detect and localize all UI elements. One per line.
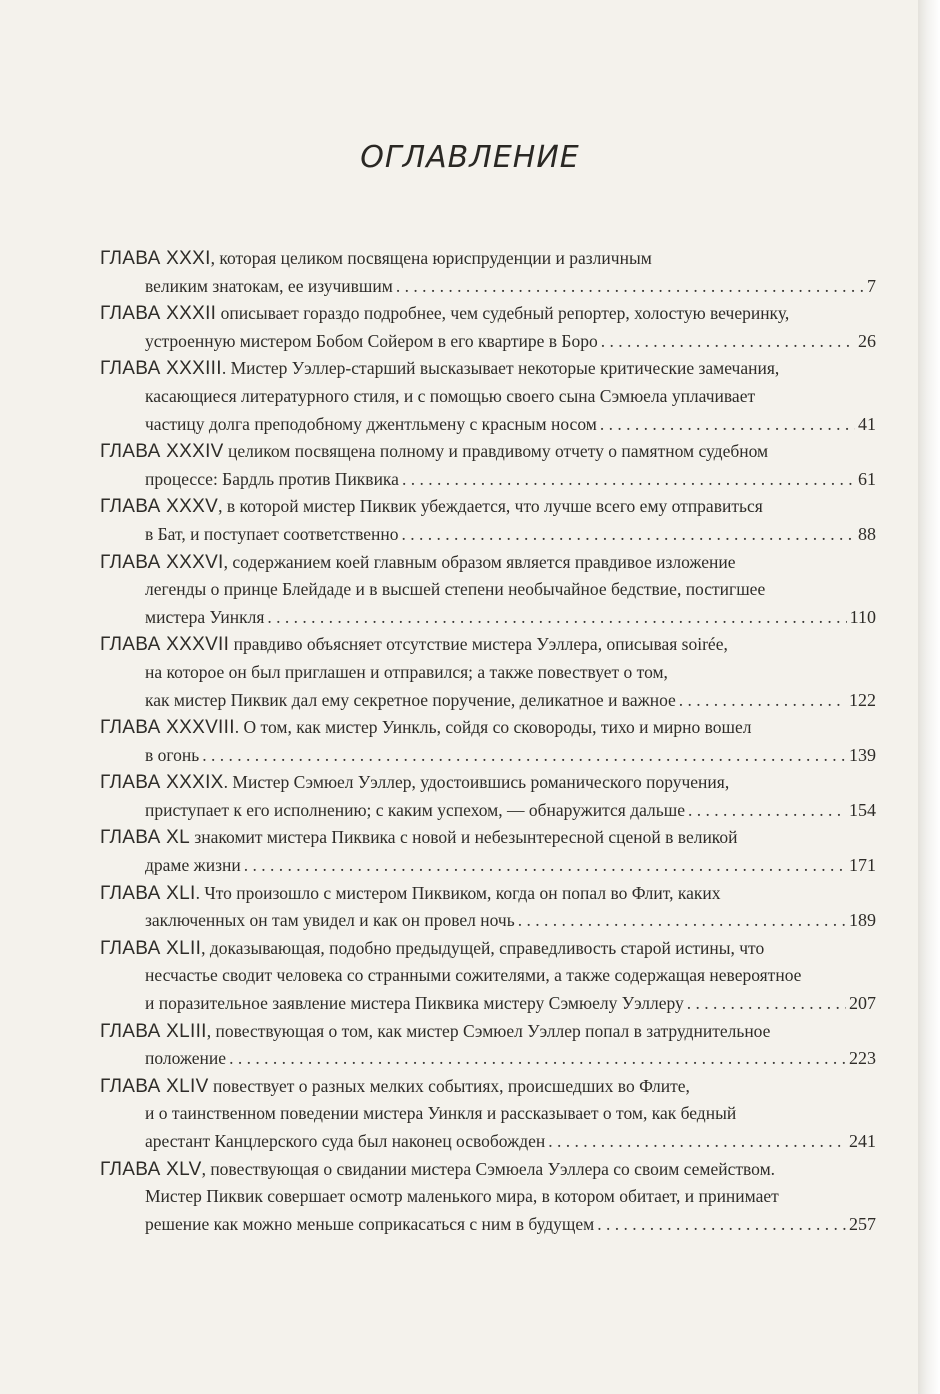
toc-line — [100, 576, 876, 604]
chapter-description: , доказывающая, подобно предыдущей, справедливость старой истины, что — [201, 937, 765, 958]
toc-line — [100, 990, 876, 1018]
chapter-description: легенды о принце Блейдаде и в высшей степени необычайное бедствие, постигшее — [145, 579, 766, 600]
toc-line — [100, 328, 876, 356]
chapter-description: правдиво объясняет отсутствие мистера Уэллера, описывая soirée, — [229, 634, 728, 655]
chapter-label: ГЛАВА XLIII — [100, 1020, 207, 1042]
toc-line — [100, 1128, 876, 1156]
toc-line-text — [145, 852, 241, 880]
toc-line-text — [100, 938, 764, 958]
toc-line-text — [145, 273, 393, 301]
toc-line — [100, 880, 876, 908]
toc-entry[interactable] — [100, 714, 876, 769]
toc-line-text — [145, 328, 598, 356]
toc-line-text — [100, 303, 789, 323]
toc-line — [100, 687, 876, 715]
dot-leader — [597, 1211, 846, 1239]
page-number: 26 — [858, 330, 876, 351]
toc-line-text — [100, 827, 738, 847]
toc-entry[interactable] — [100, 549, 876, 632]
chapter-description: в огонь — [145, 744, 200, 765]
chapter-label: ГЛАВА XXXIII — [100, 358, 222, 380]
toc-line-text — [145, 521, 399, 549]
toc-line-text — [100, 634, 728, 654]
toc-line-text — [145, 1186, 779, 1206]
chapter-label: ГЛАВА XLI — [100, 882, 196, 904]
chapter-description: , содержанием коей главным образом является правдивое изложение — [223, 551, 736, 572]
chapter-label: ГЛАВА XXXIV — [100, 441, 224, 463]
toc-line-text — [145, 742, 199, 770]
toc-line-text — [145, 411, 597, 439]
dot-leader — [202, 742, 846, 770]
chapter-label: ГЛАВА XLII — [100, 937, 202, 959]
toc-line-text — [100, 248, 652, 268]
chapter-description: и о таинственном поведении мистера Уинкля и рассказывает о том, как бедный — [145, 1103, 737, 1124]
chapter-description: , повествующая о том, как мистер Сэмюел Уэллер попал в затруднительное — [206, 1020, 771, 1041]
chapter-description: . Мистер Уэллер-старший высказывает некоторые критические замечания, — [221, 358, 780, 379]
toc-line-text — [145, 386, 755, 406]
page-number: 122 — [849, 689, 876, 710]
dot-leader — [600, 411, 855, 439]
toc-line — [100, 1018, 876, 1046]
toc-line — [100, 935, 876, 963]
toc-line — [100, 355, 876, 383]
toc-line — [100, 1100, 876, 1128]
page-number: 41 — [858, 413, 876, 434]
chapter-description: в Бат, и поступает соответственно — [145, 523, 399, 544]
chapter-description: драме жизни — [145, 855, 241, 876]
toc-line-text — [145, 579, 765, 599]
toc-entry[interactable] — [100, 880, 876, 935]
chapter-description: , в которой мистер Пиквик убеждается, что лучше всего ему отправиться — [218, 496, 763, 517]
chapter-label: ГЛАВА XXXVII — [100, 634, 230, 656]
dot-leader — [396, 273, 864, 301]
toc-line — [100, 1156, 876, 1184]
toc-line-text — [145, 797, 685, 825]
toc-line — [100, 742, 876, 770]
chapter-label: ГЛАВА XXXVIII — [100, 717, 235, 739]
page-number: 154 — [849, 799, 876, 820]
toc-line — [100, 852, 876, 880]
chapter-description: арестант Канцлерского суда был наконец освобожден — [145, 1131, 546, 1151]
toc-line — [100, 1211, 876, 1239]
toc-entry[interactable] — [100, 493, 876, 548]
toc-line — [100, 962, 876, 990]
chapter-description: заключенных он там увидел и как он провел ночь — [145, 910, 515, 931]
toc-line-text — [100, 358, 779, 378]
toc-line-text — [145, 466, 399, 494]
page-number: 7 — [867, 275, 876, 296]
toc-line — [100, 631, 876, 659]
page-number: 61 — [858, 468, 876, 489]
chapter-description: процессе: Бардль против Пиквика — [145, 468, 399, 489]
toc-line — [100, 411, 876, 439]
chapter-description: целиком посвящена полному и правдивому отчету о памятном судебном — [223, 441, 769, 462]
chapter-description: повествует о разных мелких событиях, происшедших во Флите, — [208, 1075, 690, 1096]
toc-entry[interactable] — [100, 355, 876, 438]
chapter-description: , повествующая о свидании мистера Сэмюела Уэллера со своим семейством. — [201, 1158, 776, 1179]
chapter-label: ГЛАВА XXXV — [100, 496, 219, 518]
dot-leader — [402, 466, 855, 494]
dot-leader — [601, 328, 855, 356]
toc-line-text — [145, 1128, 545, 1156]
toc-line — [100, 1073, 876, 1101]
toc-line — [100, 797, 876, 825]
table-of-contents — [100, 245, 876, 1238]
toc-line — [100, 273, 876, 301]
dot-leader — [402, 521, 855, 549]
toc-line — [100, 769, 876, 797]
toc-line — [100, 659, 876, 687]
page-number: 189 — [849, 910, 876, 931]
toc-line-text — [145, 604, 264, 632]
chapter-description: Мистер Пиквик совершает осмотр маленького мира, в котором обитает, и принимает — [145, 1186, 779, 1207]
chapter-label: ГЛАВА XXXII — [100, 303, 217, 325]
dot-leader — [229, 1045, 846, 1073]
toc-line-text — [145, 1211, 594, 1239]
toc-line-text — [145, 907, 515, 935]
dot-leader — [548, 1128, 846, 1156]
chapter-description: великим знатокам, ее изучившим — [145, 275, 393, 296]
chapter-description: как мистер Пиквик дал ему секретное поручение, деликатное и важное — [145, 689, 676, 710]
toc-entry[interactable] — [100, 824, 876, 879]
chapter-description: на которое он был приглашен и отправился; а также повествует о том, — [145, 661, 668, 682]
chapter-description: . О том, как мистер Уинкль, сойдя со сковороды, тихо и мирно вошел — [234, 717, 752, 738]
dot-leader — [679, 687, 846, 715]
toc-line-text — [100, 772, 729, 792]
toc-line-text — [100, 883, 720, 903]
chapter-label: ГЛАВА XLV — [100, 1158, 202, 1180]
chapter-label: ГЛАВА XLIV — [100, 1075, 209, 1097]
page-number: 257 — [849, 1213, 876, 1234]
toc-line-text — [100, 496, 763, 516]
toc-entry[interactable] — [100, 1018, 876, 1073]
toc-line — [100, 824, 876, 852]
toc-entry[interactable] — [100, 245, 876, 300]
page-number: 223 — [849, 1048, 876, 1069]
toc-line-text — [145, 1045, 226, 1073]
toc-line — [100, 604, 876, 632]
toc-line-text — [100, 1076, 690, 1096]
chapter-description: частицу долга преподобному джентльмену с красным носом — [145, 413, 597, 434]
toc-entry[interactable] — [100, 1073, 876, 1156]
toc-line — [100, 493, 876, 521]
toc-line — [100, 521, 876, 549]
chapter-label: ГЛАВА XXXI — [100, 248, 211, 269]
toc-line — [100, 383, 876, 411]
toc-line-text — [145, 662, 668, 682]
chapter-label: ГЛАВА XXXVI — [100, 551, 224, 573]
chapter-label: ГЛАВА XL — [100, 827, 190, 849]
toc-line-text — [145, 990, 684, 1018]
toc-entry[interactable] — [100, 300, 876, 355]
toc-line-text — [100, 1159, 775, 1179]
chapter-description: несчастье сводит человека со странными сожителями, а также содержащая невероятное — [145, 965, 802, 986]
page-number: 139 — [849, 744, 876, 765]
dot-leader — [244, 852, 846, 880]
toc-line — [100, 1045, 876, 1073]
chapter-description: . Мистер Сэмюел Уэллер, удостоившись романического поручения, — [223, 772, 730, 793]
toc-line — [100, 714, 876, 742]
page-number: 207 — [849, 993, 876, 1014]
toc-line — [100, 907, 876, 935]
toc-entry[interactable] — [100, 631, 876, 714]
toc-line — [100, 549, 876, 577]
chapter-description: решение как можно меньше соприкасаться с ним в будущем — [145, 1213, 595, 1234]
dot-leader — [267, 604, 846, 632]
toc-line — [100, 1183, 876, 1211]
toc-entry[interactable] — [100, 769, 876, 824]
chapter-description: устроенную мистером Бобом Сойером в его квартире в Боро — [145, 330, 598, 351]
toc-line-text — [100, 1021, 770, 1041]
chapter-description: , которая целиком посвящена юриспруденции и различным — [210, 248, 652, 268]
toc-line-text — [145, 687, 676, 715]
page-edge — [918, 0, 940, 1394]
toc-line — [100, 300, 876, 328]
page-number: 171 — [849, 855, 876, 876]
dot-leader — [518, 907, 846, 935]
chapter-description: касающиеся литературного стиля, и с помощью своего сына Сэмюела уплачивает — [145, 385, 756, 406]
chapter-description: положение — [145, 1048, 227, 1069]
chapter-description: мистера Уинкля — [145, 606, 265, 627]
toc-line-text — [145, 1103, 736, 1123]
chapter-description: знакомит мистера Пиквика с новой и небезынтересной сценой в великой — [190, 827, 738, 848]
toc-entry[interactable] — [100, 438, 876, 493]
toc-line — [100, 466, 876, 494]
toc-line — [100, 438, 876, 466]
toc-line-text — [100, 717, 751, 737]
dot-leader — [688, 797, 846, 825]
toc-line-text — [100, 552, 736, 572]
page-title: ОГЛАВЛЕНИЕ — [360, 140, 580, 175]
toc-entry[interactable] — [100, 1156, 876, 1239]
chapter-description: и поразительное заявление мистера Пиквика мистеру Сэмюелу Уэллеру — [145, 993, 684, 1014]
chapter-description: приступает к его исполнению; с каким успехом, — обнаружится дальше — [145, 799, 685, 820]
toc-line-text — [100, 441, 768, 461]
toc-line — [100, 245, 876, 273]
dot-leader — [687, 990, 846, 1018]
chapter-description: описывает гораздо подробнее, чем судебный репортер, холостую вечеринку, — [216, 303, 790, 324]
chapter-label: ГЛАВА XXXIX — [100, 772, 224, 794]
chapter-description: . Что произошло с мистером Пиквиком, когда он попал во Флит, каких — [195, 882, 721, 903]
page-number: 241 — [849, 1131, 876, 1151]
toc-line-text — [145, 965, 801, 985]
page-number: 110 — [849, 606, 876, 627]
toc-entry[interactable] — [100, 935, 876, 1018]
page-number: 88 — [858, 523, 876, 544]
